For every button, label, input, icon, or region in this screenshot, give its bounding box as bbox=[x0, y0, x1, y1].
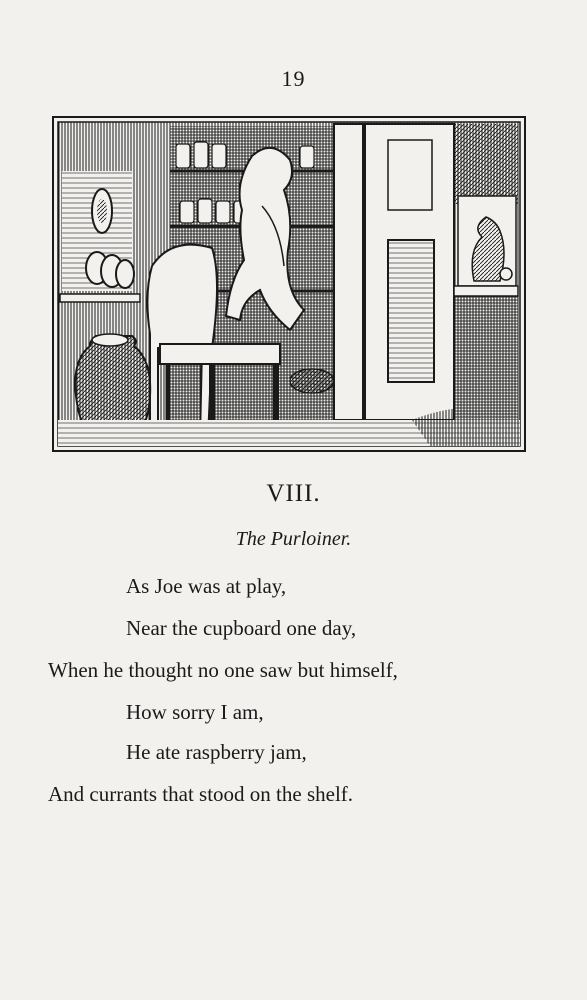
section-numeral: VIII. bbox=[266, 480, 321, 507]
verse-line: And currants that stood on the shelf. bbox=[48, 782, 354, 806]
verse-line: How sorry I am, bbox=[126, 700, 264, 724]
verse-line: As Joe was at play, bbox=[126, 574, 287, 598]
verse-line: When he thought no one saw but himself, bbox=[48, 658, 398, 682]
poem-title: The Purloiner. bbox=[235, 528, 352, 550]
page-number: 19 bbox=[281, 66, 306, 91]
engraving-illustration bbox=[52, 116, 526, 452]
verse-line: Near the cupboard one day, bbox=[126, 616, 357, 640]
verse-line: He ate raspberry jam, bbox=[126, 740, 307, 764]
